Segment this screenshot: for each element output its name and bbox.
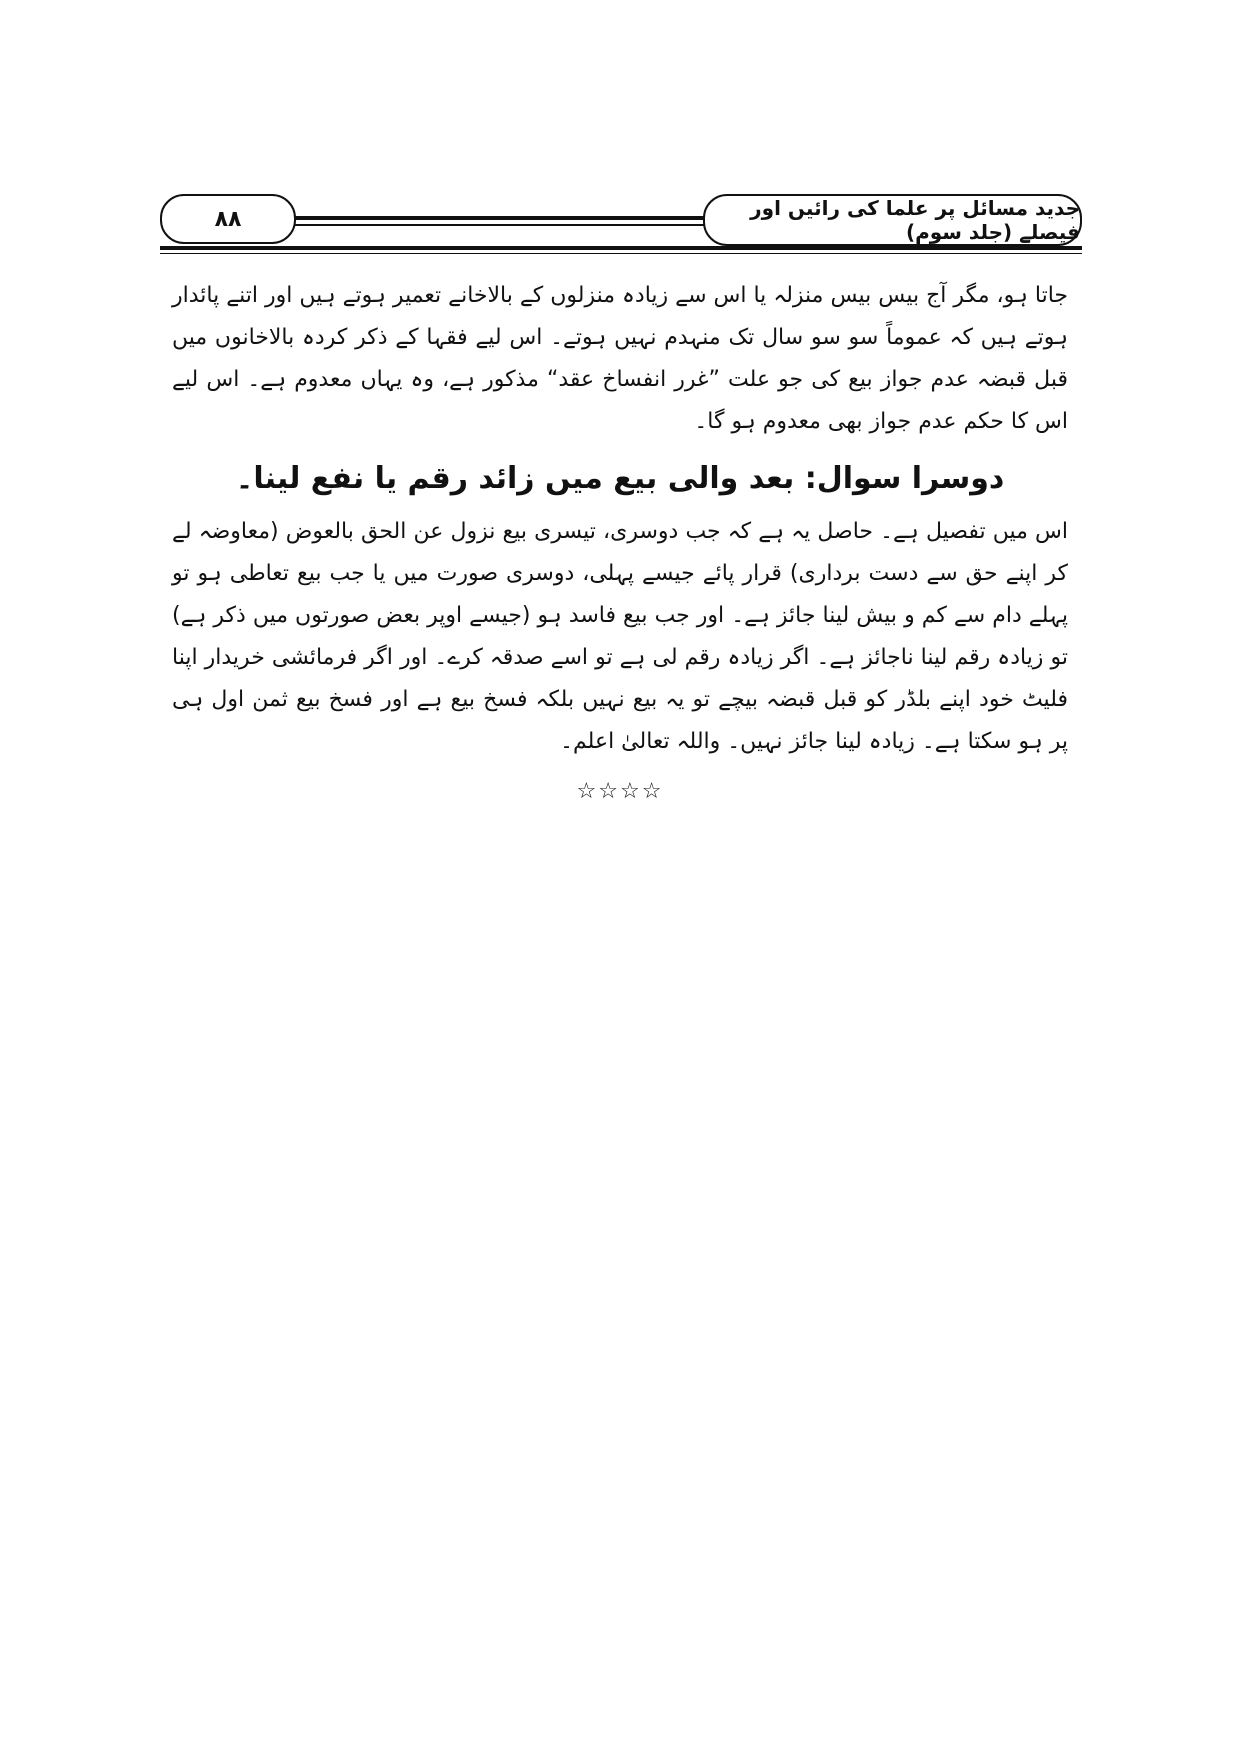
header-rule	[294, 224, 708, 226]
page-header	[160, 182, 1082, 268]
body-paragraph: جاتا ہو، مگر آج بیس بیس منزلہ یا اس سے زیادہ منزلوں کے بالاخانے تعمیر ہوتے ہیں اور اتنے پائدار ہوتے ہیں کہ عموماً سو سو سال تک منہدم نہیں ہوتے۔ اس لیے فقہا کے ذکر کردہ بالاخانوں میں قبل قبضہ عدم جواز بیع کی جو علت ”غرر انفساخ عقد“ مذکور ہے، وہ یہاں معدوم ہے۔ اس لیے اس کا حکم عدم جواز بھی معدوم ہو گا۔	[172, 283, 1068, 434]
header-rule	[294, 216, 708, 220]
section-heading: دوسرا سوال: بعد والی بیع میں زائد رقم یا نفع لینا۔	[235, 461, 1005, 496]
running-head-title: جدید مسائل پر علما کی رائیں اور فیصلے (جلد سوم)	[703, 194, 1082, 246]
page-body	[172, 275, 1068, 804]
page-number: ۸۸	[160, 194, 296, 244]
header-divider	[160, 253, 1082, 254]
body-paragraph: اس میں تفصیل ہے۔ حاصل یہ ہے کہ جب دوسری، تیسری بیع نزول عن الحق بالعوض (معاوضہ لے کر اپنے حق سے دست برداری) قرار پائے جیسے پہلی، دوسری صورت میں یا جب بیع تعاطی ہو تو پہلے دام سے کم و بیش لینا جائز ہے۔ اور جب بیع فاسد ہو (جیسے اوپر بعض صورتوں میں ذکر ہے) تو زیادہ رقم لینا ناجائز ہے۔ اگر زیادہ رقم لی ہے تو اسے صدقہ کرے۔ اور اگر فرمائشی خریدار اپنا فلیٹ خود اپنے بلڈر کو قبل قبضہ بیچے تو یہ بیع نہیں بلکہ فسخ بیع ہے اور فسخ بیع ثمن اول ہی پر ہو سکتا ہے۔ زیادہ لینا جائز نہیں۔ واللہ تعالیٰ اعلم۔	[172, 519, 1068, 754]
section-end-ornament: ☆☆☆☆	[576, 779, 664, 804]
header-divider	[160, 246, 1082, 250]
